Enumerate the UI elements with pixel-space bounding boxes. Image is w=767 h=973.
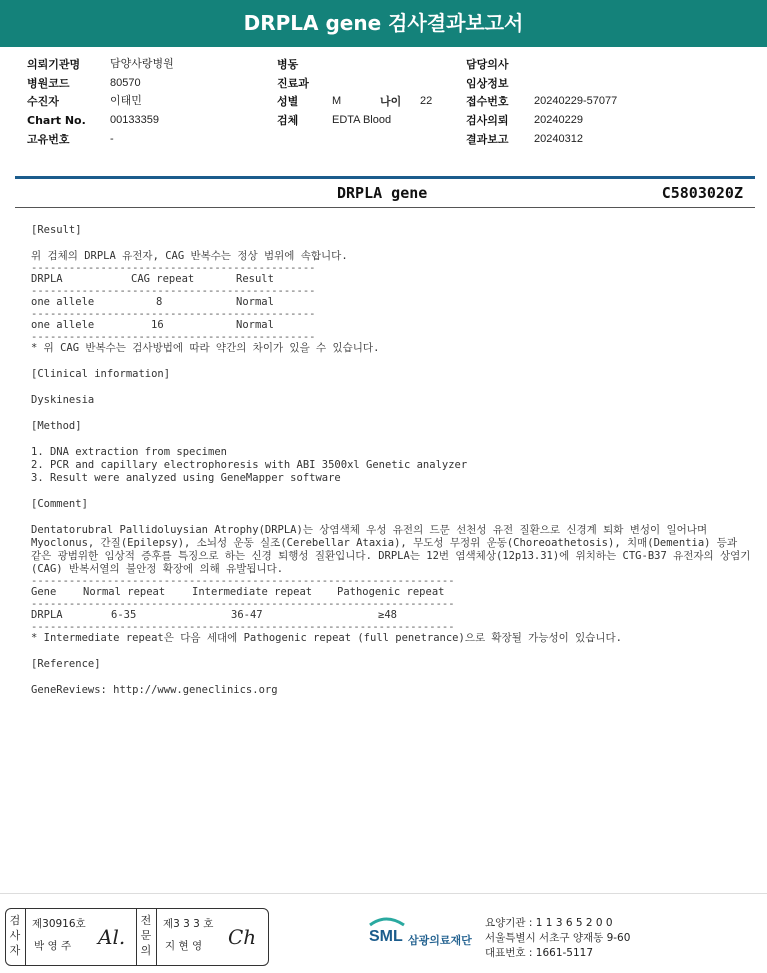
info-label: 의뢰기관명 (27, 57, 81, 71)
table-divider: ------------------------------------------------------------------- (31, 599, 455, 609)
info-row-unique-no (27, 130, 174, 149)
info-row-hospital-code (27, 74, 174, 93)
specialist-number: 제3 3 3 호 (163, 918, 214, 930)
info-label: 진료과 (277, 76, 309, 90)
info-value: EDTA Blood (332, 113, 392, 126)
clinical-text: Dyskinesia (31, 394, 95, 406)
repeat-table-header (31, 586, 751, 599)
address: 서울특별시 서초구 양재동 9-60 (485, 932, 631, 944)
report-body (31, 224, 751, 697)
info-label: 검사의뢰 (466, 113, 509, 127)
info-value: 담양사랑병원 (110, 57, 174, 70)
table-row (31, 319, 751, 332)
info-label: 수진자 (27, 95, 59, 109)
table-row (31, 609, 751, 622)
method-step: 2. PCR and capillary electrophoresis with ABI 3500xl Genetic analyzer (31, 459, 468, 471)
info-label: 담당의사 (466, 57, 509, 71)
test-name: DRPLA gene (337, 184, 428, 202)
info-row-chart-no (27, 111, 174, 130)
info-row-report-date (466, 130, 617, 149)
result-header-result: Result (236, 273, 274, 285)
table-divider: --------------------------------------------- (31, 286, 316, 296)
table-divider: --------------------------------------------- (31, 263, 316, 273)
result-table-header (31, 273, 751, 286)
info-label: 성별 (277, 95, 299, 109)
info-row-specimen (277, 111, 468, 130)
info-label: Chart No. (27, 113, 86, 127)
info-value: 이태민 (110, 95, 142, 108)
inspector-label: 검사자 (9, 914, 21, 957)
comment-paragraph: Dentatorubral Pallidoluysian Atrophy(DRPLA)는 상염색체 우성 유전의 드문 선천성 유전 질환으로 신경계 퇴화 변성이 일어나며 Myoclonus, 간질(Epilepsy), 소뇌성 운동 실조(Cerebellar Ataxia), 무도성 무정위 운동(Choreoathetosis), 치매(Dementia) 등과 같은 광범위한 임상적 증후를 특징으로 하는 신경 퇴행성 질환입니다. DRPLA는 12번 염색체상(12p13.31)에 위치하는 CTG-B37 유전자의 상염기(CAG) 반복서열의 불안정 확장에 의해 유발됩니다. (31, 524, 751, 575)
allele-cell: one allele (31, 296, 95, 308)
info-label: 임상정보 (466, 76, 509, 90)
info-label: 병동 (277, 57, 299, 71)
reference-heading: [Reference] (31, 658, 101, 670)
allele-cell: one allele (31, 319, 95, 331)
specialist-label: 전문의 (140, 914, 152, 957)
info-value: 20240229-57077 (534, 95, 618, 108)
age-label: 나이 (380, 95, 402, 109)
comment-note: * Intermediate repeat은 다음 세대에 Pathogenic repeat (full penetrance)으로 확장될 가능성이 있습니다. (31, 632, 622, 644)
section-divider-thin (15, 207, 755, 208)
inspector-name: 박 영 주 (34, 940, 72, 952)
info-label: 병원코드 (27, 76, 70, 90)
intermediate-cell: 36-47 (231, 609, 263, 621)
reference-text: GeneReviews: http://www.geneclinics.org (31, 684, 278, 696)
org-name: 삼광의료재단 (408, 934, 472, 947)
info-label: 검체 (277, 113, 299, 127)
info-row-department (277, 74, 468, 93)
result-header-repeat: CAG repeat (131, 273, 195, 285)
ward-info-column (277, 55, 468, 130)
pathogenic-header: Pathogenic repeat (337, 586, 445, 598)
table-row (31, 296, 751, 309)
repeat-cell: 8 (156, 296, 163, 308)
info-label: 접수번호 (466, 95, 509, 109)
method-heading: [Method] (31, 420, 82, 432)
table-divider: ------------------------------------------------------------------- (31, 576, 455, 586)
result-header-gene: DRPLA (31, 273, 63, 285)
report-title: DRPLA gene 검사결과보고서 (0, 0, 767, 47)
info-value: - (110, 132, 114, 145)
method-step: 3. Result were analyzed using GeneMapper software (31, 472, 341, 484)
comment-heading: [Comment] (31, 498, 88, 510)
table-divider: ------------------------------------------------------------------- (31, 622, 455, 632)
normal-header: Normal repeat (83, 586, 166, 598)
info-value: 80570 (110, 76, 141, 89)
patient-info-column (27, 55, 174, 148)
result-note: * 위 CAG 반복수는 검사방법에 따라 약간의 차이가 있을 수 있습니다. (31, 342, 380, 354)
table-divider: --------------------------------------------- (31, 332, 316, 342)
specialist-name: 지 현 영 (165, 940, 203, 952)
footer-divider (0, 893, 767, 894)
info-value: 20240229 (534, 113, 583, 126)
clinical-heading: [Clinical information] (31, 368, 171, 380)
sex-value: M (332, 95, 342, 108)
section-divider (15, 176, 755, 179)
result-heading: [Result] (31, 224, 82, 236)
phone: 대표번호 : 1661-5117 (485, 947, 594, 959)
normal-cell: 6-35 (111, 609, 137, 621)
test-code: C5803020Z (661, 184, 743, 202)
specialist-signature: Ch (228, 925, 257, 949)
age-value: 22 (420, 95, 433, 108)
info-row-clinical (466, 74, 617, 93)
institution-code: 요양기관 : 1 1 3 6 5 2 0 0 (485, 917, 613, 929)
info-label: 고유번호 (27, 132, 70, 146)
result-cell: Normal (236, 319, 274, 331)
pathogenic-cell: ≥48 (378, 609, 397, 621)
info-value: 20240312 (534, 132, 583, 145)
info-row-patient (27, 92, 174, 111)
info-row-institution (27, 55, 174, 74)
gene-cell: DRPLA (31, 609, 63, 621)
gene-header: Gene (31, 586, 57, 598)
info-row-accession (466, 92, 617, 111)
intermediate-header: Intermediate repeat (192, 586, 313, 598)
method-step: 1. DNA extraction from specimen (31, 446, 227, 458)
info-value: 00133359 (110, 113, 159, 126)
org-address-block (485, 916, 630, 961)
result-cell: Normal (236, 296, 274, 308)
inspector-signature: Al. (98, 925, 126, 949)
info-row-ward (277, 55, 468, 74)
info-row-sex-age (277, 92, 468, 111)
signature-box (5, 908, 269, 966)
table-divider: --------------------------------------------- (31, 309, 316, 319)
result-summary: 위 검체의 DRPLA 유전자, CAG 반복수는 정상 범위에 속합니다. (31, 250, 348, 262)
info-label: 결과보고 (466, 132, 509, 146)
inspector-number: 제30916호 (32, 918, 86, 930)
repeat-cell: 16 (151, 319, 164, 331)
info-row-doctor (466, 55, 617, 74)
report-info-column (466, 55, 617, 148)
info-row-request-date (466, 111, 617, 130)
logo-text: SML (369, 928, 403, 945)
